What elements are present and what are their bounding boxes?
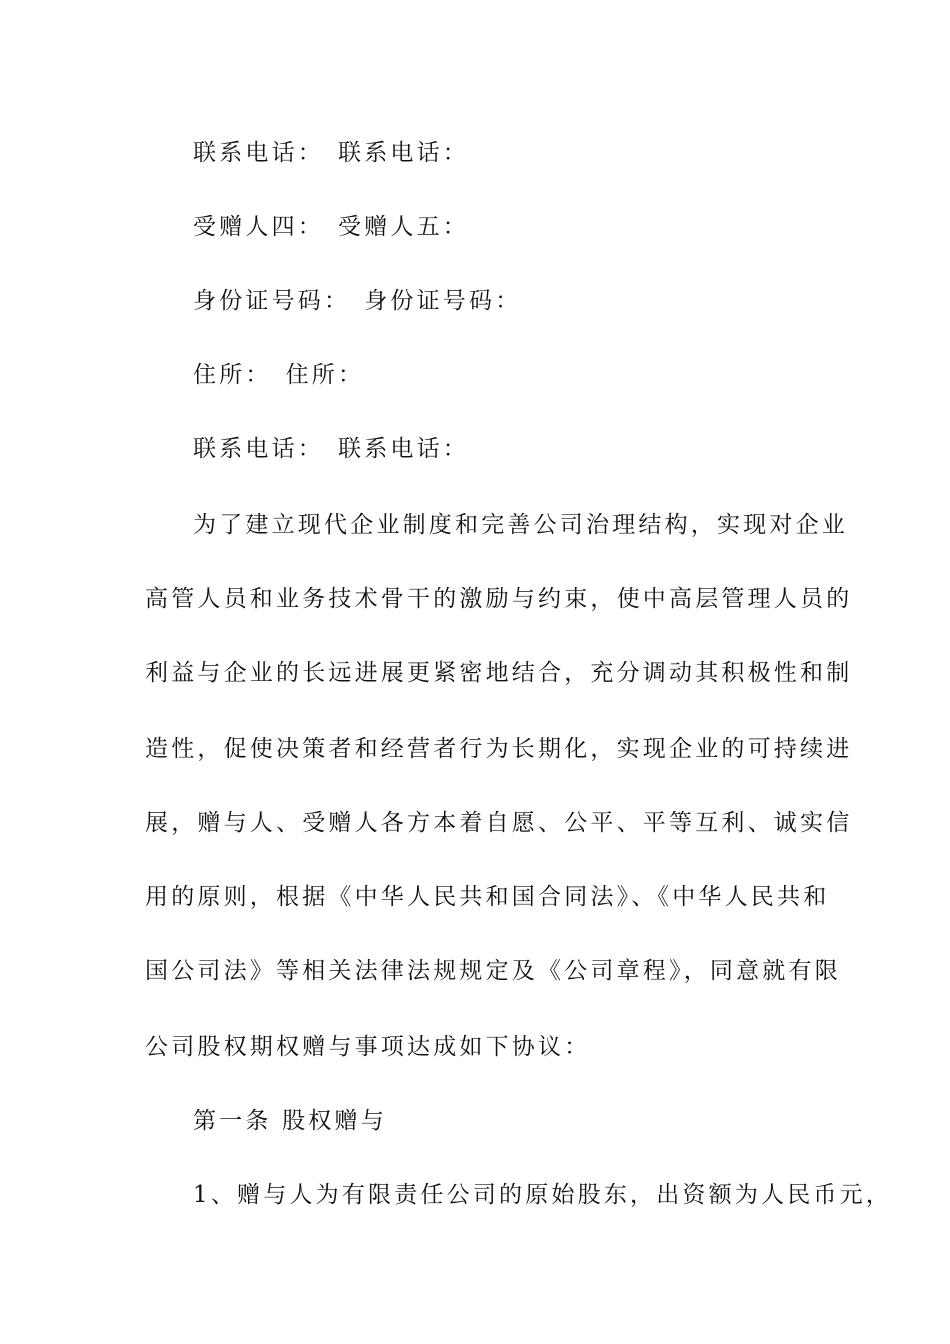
preamble-line: 国公司法》等相关法律法规规定及《公司章程》，同意就有限 <box>145 958 841 984</box>
preamble-line: 展，赠与人、受赠人各方本着自愿、公平、平等互利、诚实信 <box>145 810 853 836</box>
preamble-line: 利益与企业的长远进展更紧密地结合，充分调动其积极性和制 <box>145 660 853 686</box>
field-label: 住所： <box>285 362 365 388</box>
field-label: 联系电话： <box>338 140 469 166</box>
preamble-line: 用的原则，根据《中华人民共和国合同法》、《中华人民共和 <box>145 884 830 910</box>
field-row <box>193 434 469 464</box>
field-label: 身份证号码： <box>193 288 351 314</box>
article-title: 第一条 股权赠与 <box>193 1108 387 1134</box>
preamble-line: 高管人员和业务技术骨干的激励与约束，使中高层管理人员的 <box>145 586 853 612</box>
field-label: 联系电话： <box>338 436 469 462</box>
field-label: 身份证号码： <box>364 288 522 314</box>
preamble-line: 造性，促使决策者和经营者行为长期化，实现企业的可持续进 <box>145 736 853 762</box>
preamble-line: 公司股权期权赠与事项达成如下协议： <box>145 1034 591 1060</box>
field-row <box>193 286 521 316</box>
field-label: 联系电话： <box>193 436 324 462</box>
field-label: 受赠人五： <box>338 214 469 240</box>
preamble-line: 为了建立现代企业制度和完善公司治理结构，实现对企业 <box>193 512 848 538</box>
field-label: 联系电话： <box>193 140 324 166</box>
field-row <box>193 212 469 242</box>
field-row <box>193 138 469 168</box>
field-row <box>193 360 364 390</box>
field-label: 受赠人四： <box>193 214 324 240</box>
field-label: 住所： <box>193 362 272 388</box>
article-line: 1、赠与人为有限责任公司的原始股东，出资额为人民币元， <box>193 1182 893 1208</box>
